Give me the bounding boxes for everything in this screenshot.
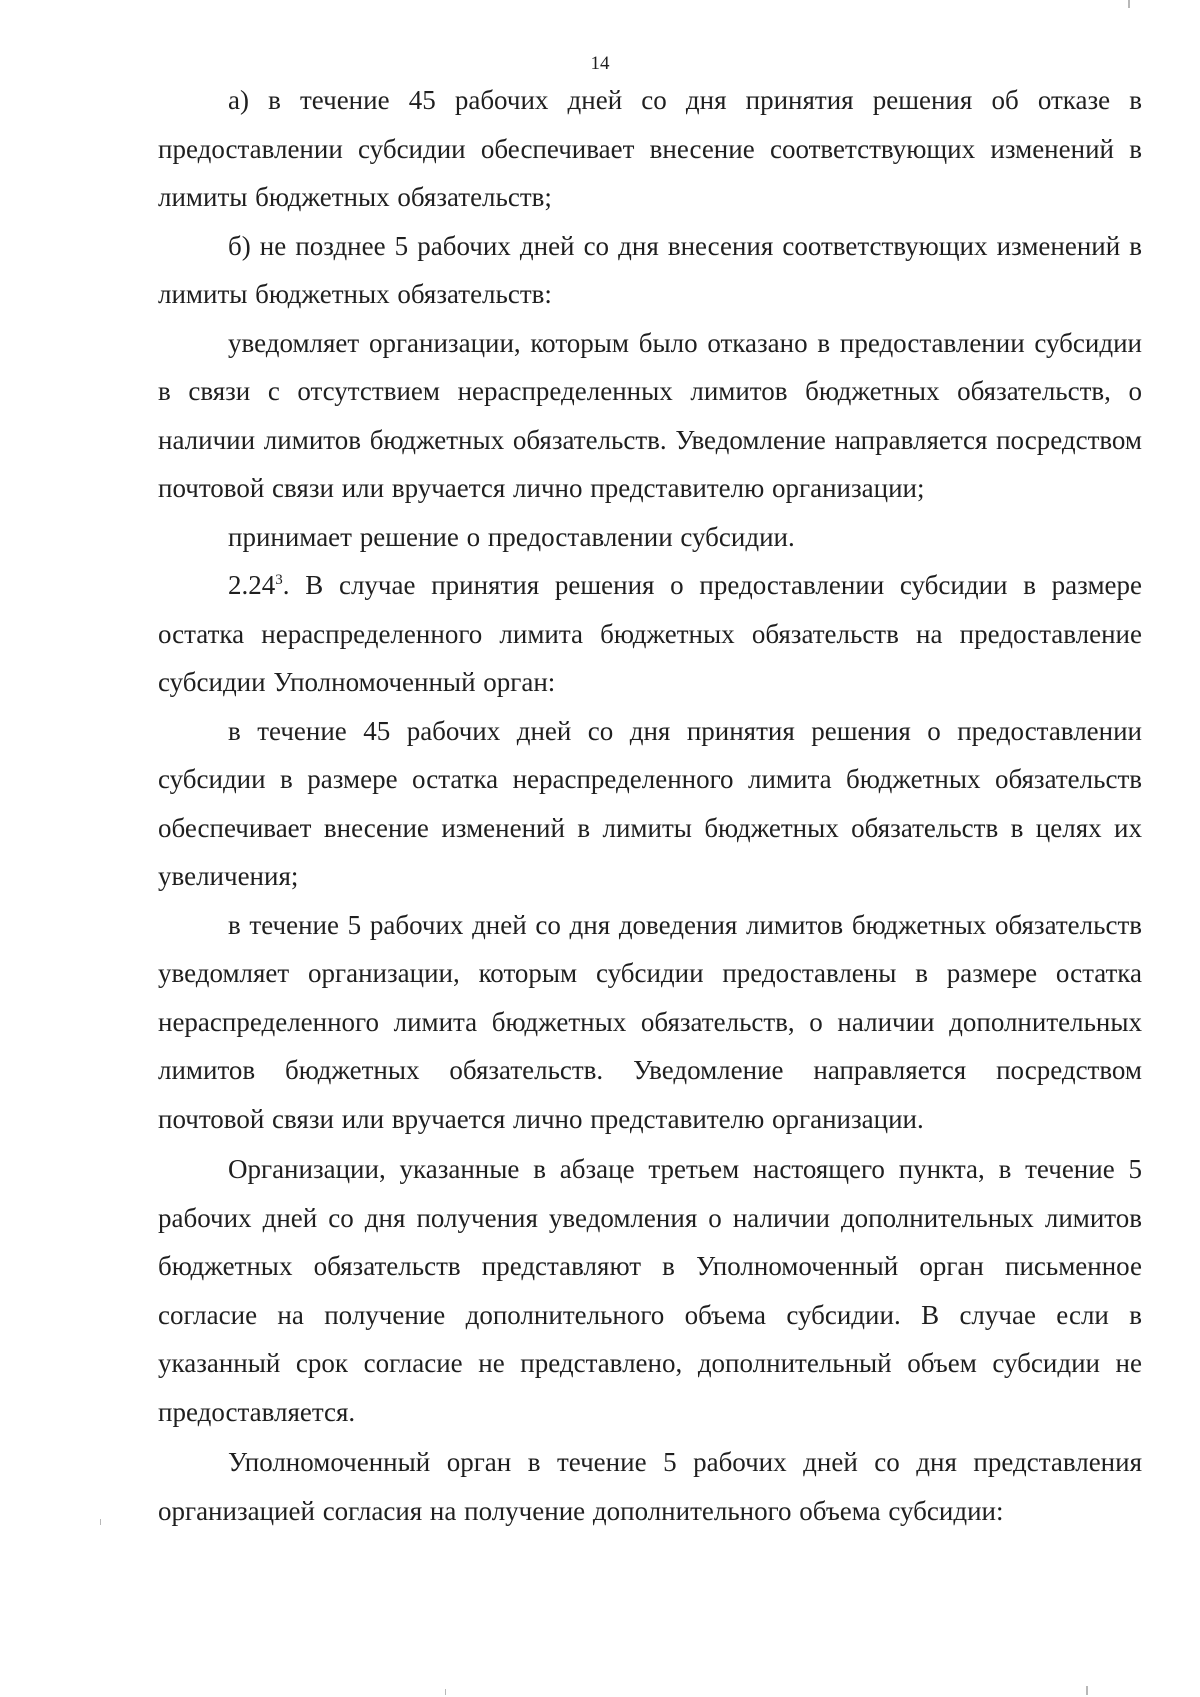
paragraph-organizations: Организации, указанные в абзаце третьем настоящего пункта, в течение 5 рабочих дней со дня получения уведомления о наличии дополнительных лимитов бюджетных обязательств представляют в Уполномоченный орган письменное согласие на получение дополнительного объема субсидии. В случае если в указанный срок согласие не представлено, дополнительный объем субсидии не предоставляется. [158, 1154, 1142, 1427]
paragraph-decision: принимает решение о предоставлении субсидии. [228, 521, 795, 552]
paragraph-2-24-3 [158, 561, 1142, 707]
paragraph-a: а) в течение 45 рабочих дней со дня принятия решения об отказе в предоставлении субсидии обеспечивает внесение соответствующих изменений в лимиты бюджетных обязательств; [158, 85, 1142, 212]
paragraph-b: б) не позднее 5 рабочих дней со дня внесения соответствующих изменений в лимиты бюджетных обязательств: [158, 230, 1142, 309]
clause-number: 2.24 [228, 570, 276, 600]
document-body [158, 76, 1142, 1535]
paragraph-45-days: в течение 45 рабочих дней со дня принятия решения о предоставлении субсидии в размере остатка нераспределенного лимита бюджетных обязательств обеспечивает внесение изменений в лимиты бюджетных обязательств в целях их увеличения; [158, 715, 1142, 891]
scan-mark-top-right [1128, 0, 1130, 8]
page-number: 14 [590, 53, 610, 74]
clause-superscript: 3 [275, 572, 283, 588]
paragraph-authorized-body: Уполномоченный орган в течение 5 рабочих дней со дня представления организацией согласия на получение дополнительного объема субсидии: [158, 1447, 1142, 1526]
scan-mark-left [100, 1519, 101, 1525]
clause-text: . В случае принятия решения о предоставлении субсидии в размере остатка нераспределенного лимита бюджетных обязательств на предоставление субсидии Уполномоченный орган: [158, 570, 1142, 697]
scan-mark-bottom-center [445, 1689, 446, 1695]
scan-mark-bottom-right [1086, 1686, 1088, 1695]
paragraph-notify: уведомляет организации, которым было отказано в предоставлении субсидии в связи с отсутствием нераспределенных лимитов бюджетных обязательств, о наличии лимитов бюджетных обязательств. Уведомление направляется посредством почтовой связи или вручается лично представителю организации; [158, 327, 1142, 503]
paragraph-5-days: в течение 5 рабочих дней со дня доведения лимитов бюджетных обязательств уведомляет организации, которым субсидии предоставлены в размере остатка нераспределенного лимита бюджетных обязательств, о наличии дополнительных лимитов бюджетных обязательств. Уведомление направляется посредством почтовой связи или вручается лично представителю организации. [158, 909, 1142, 1134]
